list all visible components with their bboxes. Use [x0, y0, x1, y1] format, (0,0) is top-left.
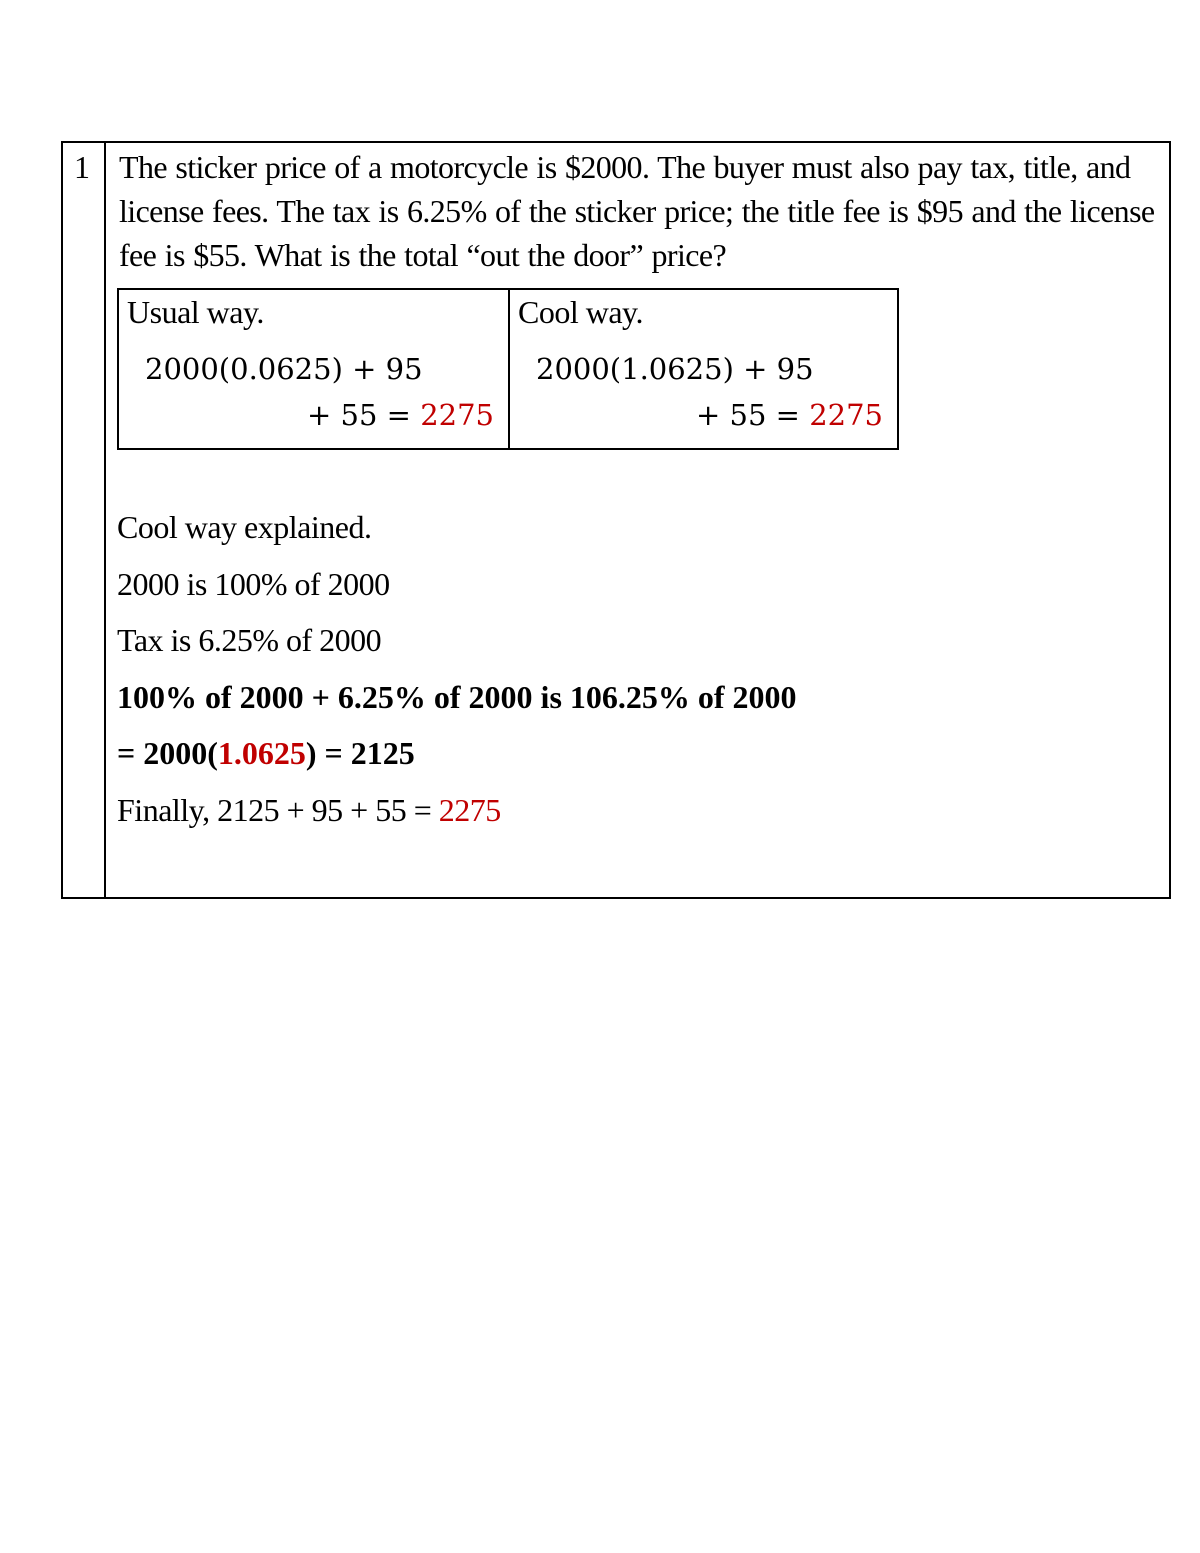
explanation-line-5-prefix: Finally, 2125 + 95 + 55 =	[117, 792, 439, 828]
explanation-line-5	[117, 790, 501, 830]
explanation-line-4	[117, 733, 415, 773]
cool-way-cell	[508, 290, 897, 448]
cool-way-answer: 2275	[809, 398, 883, 432]
problem-table	[61, 141, 1171, 899]
explanation-line-4-suffix: ) = 2125	[305, 735, 415, 771]
usual-way-expression-prefix: + 55 =	[307, 398, 421, 432]
cool-way-expression-prefix: + 55 =	[696, 398, 810, 432]
cool-way-expression-line2	[696, 392, 883, 438]
usual-way-expression-line1: 2000(0.0625) + 95	[145, 352, 423, 386]
explanation-line-4-prefix: = 2000(	[117, 735, 218, 771]
final-answer: 2275	[438, 792, 501, 828]
explanation-factor: 1.0625	[217, 735, 306, 771]
usual-way-cell	[119, 290, 508, 448]
cool-way-heading: Cool way.	[518, 294, 643, 330]
explanation-line-3: 100% of 2000 + 6.25% of 2000 is 106.25% of 2000	[117, 679, 797, 715]
problem-statement: The sticker price of a motorcycle is $2000. The buyer must also pay tax, title, and license fees. The tax is 6.25% of the sticker price; the title fee is $95 and the license fee is $55. What is the total “out the door” price?	[119, 149, 1155, 273]
explanation-line-2: Tax is 6.25% of 2000	[117, 622, 382, 658]
number-column	[63, 143, 106, 897]
explanation-heading: Cool way explained.	[117, 509, 372, 545]
methods-table	[117, 288, 899, 450]
usual-way-expression-line2	[307, 392, 494, 438]
usual-way-answer: 2275	[420, 398, 494, 432]
explanation-line-1: 2000 is 100% of 2000	[117, 566, 390, 602]
usual-way-heading: Usual way.	[127, 294, 264, 330]
cool-way-expression-line1: 2000(1.0625) + 95	[536, 352, 814, 386]
problem-number: 1	[74, 149, 90, 185]
